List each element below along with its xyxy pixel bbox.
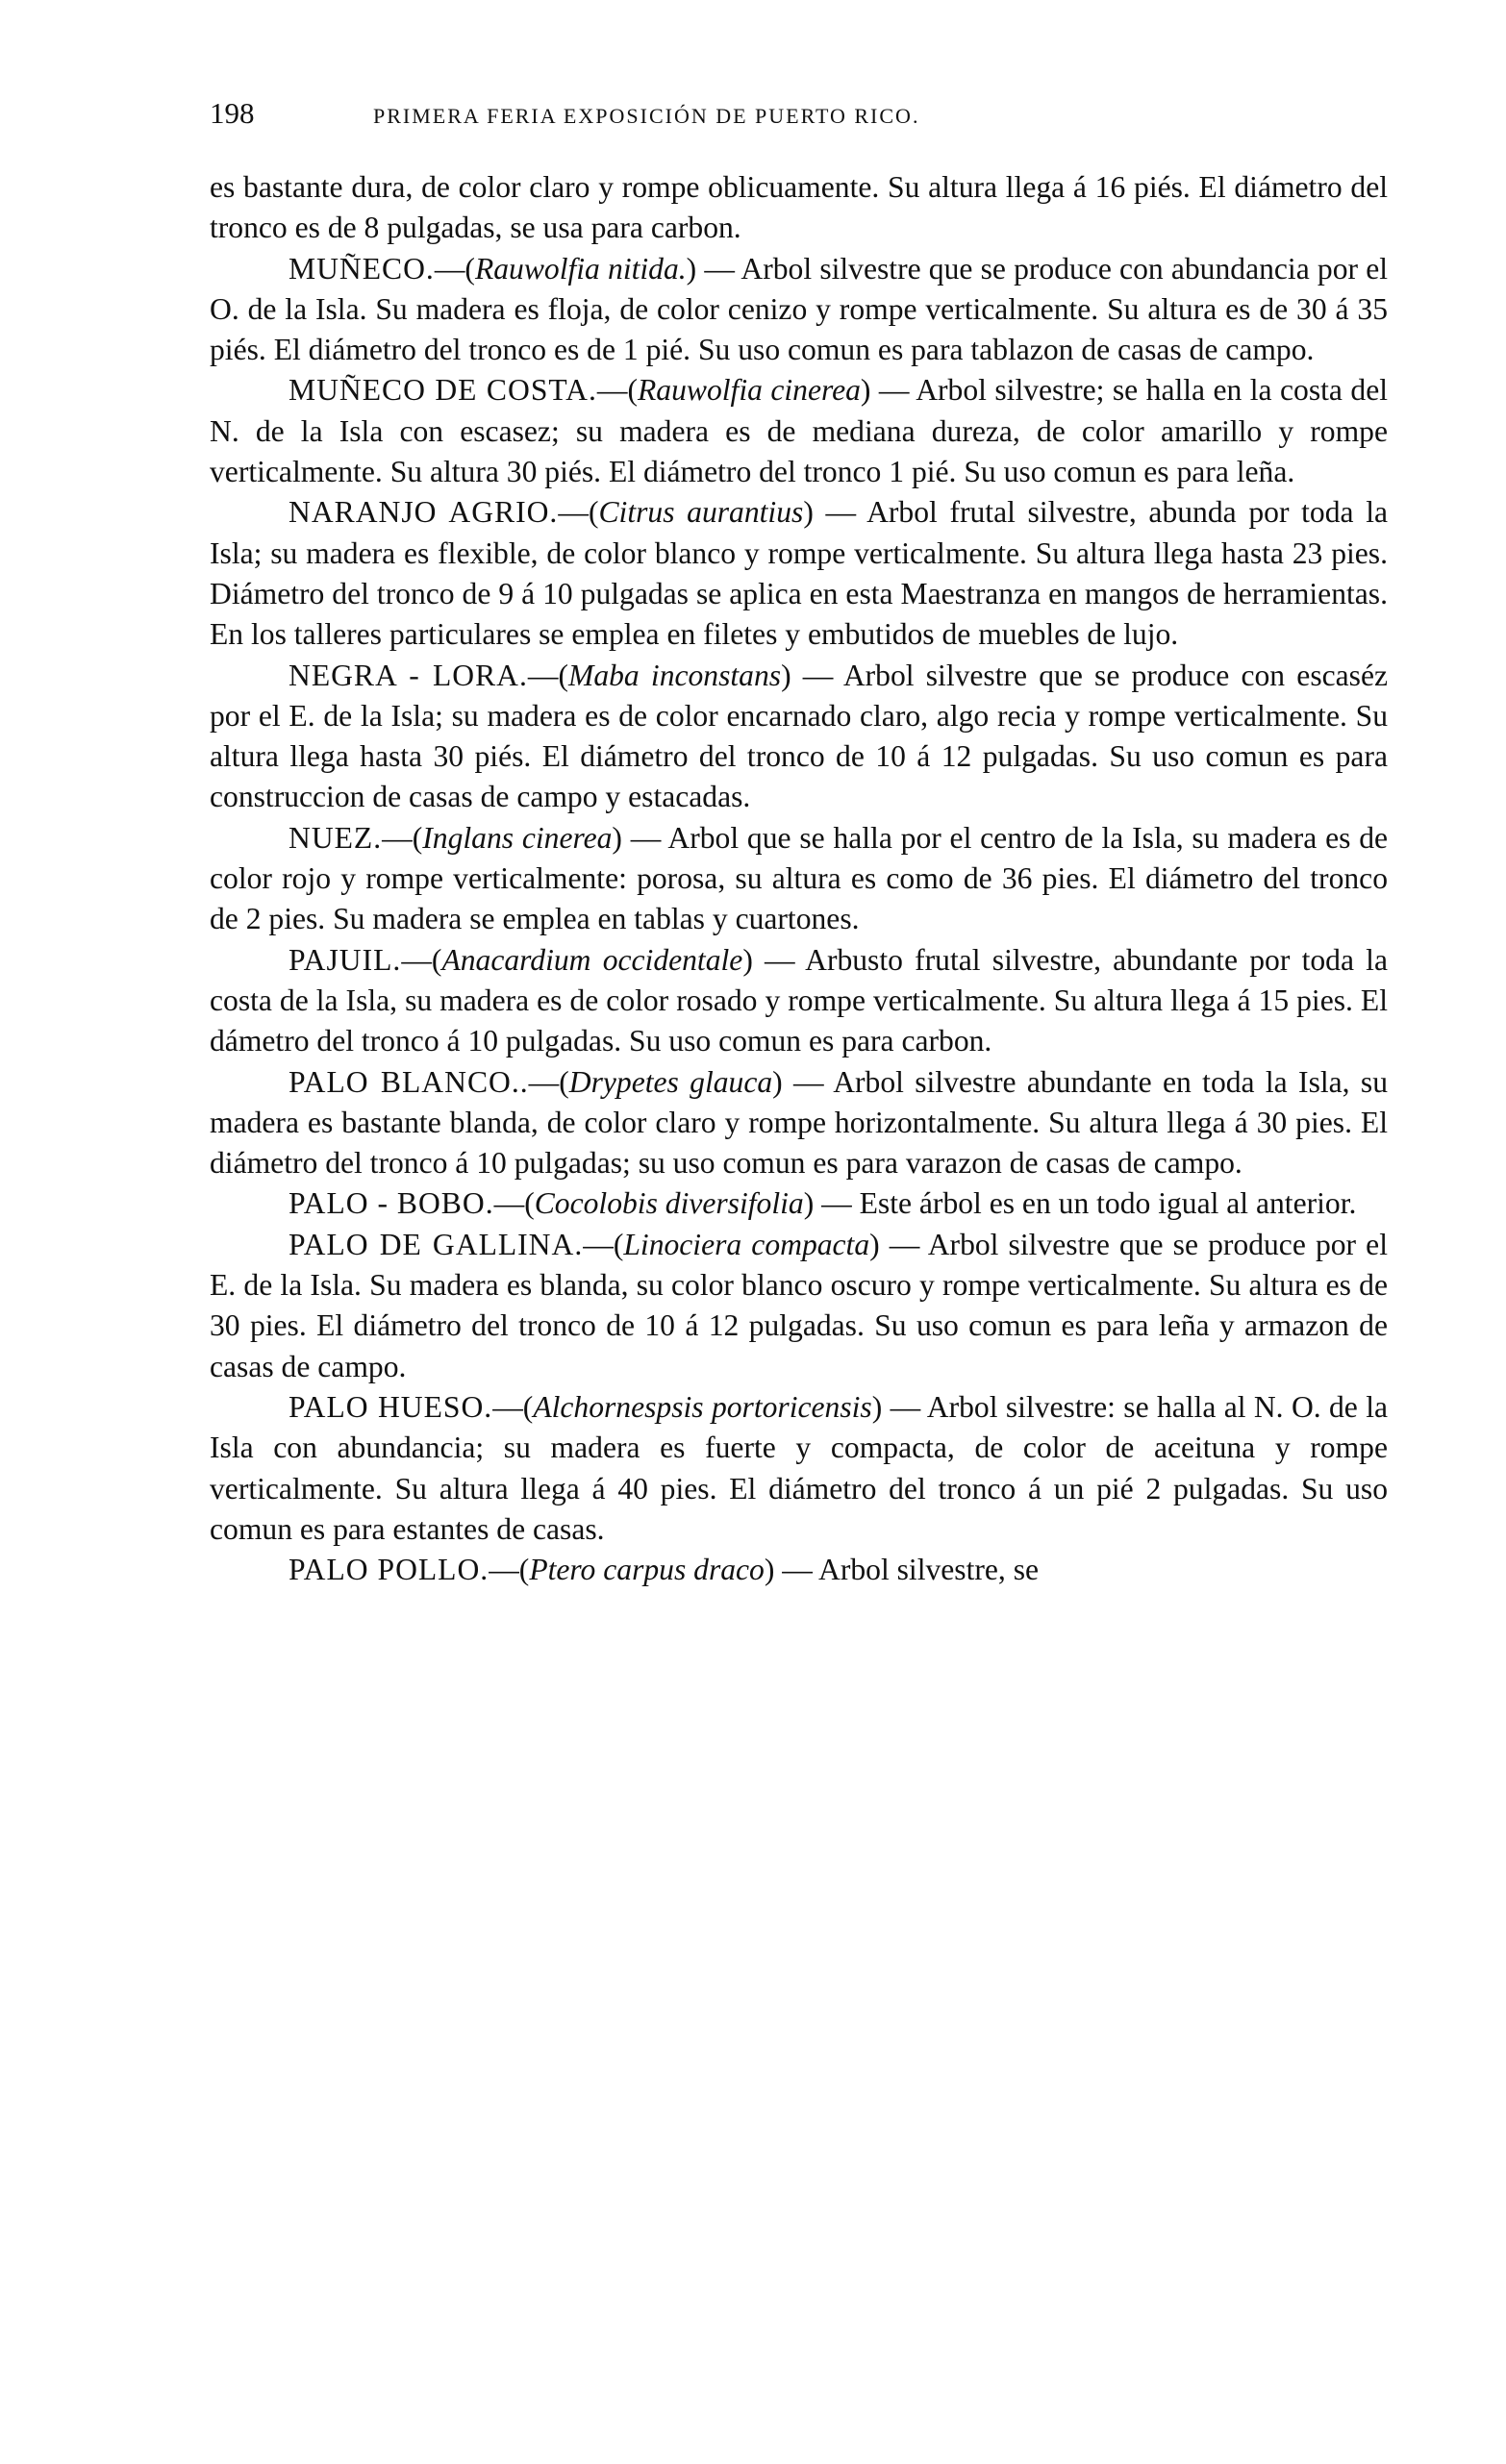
entry-title: PALO BLANCO.. bbox=[289, 1064, 529, 1099]
entry-title: MUÑECO DE COSTA. bbox=[289, 373, 597, 408]
entry-paragraph: MUÑECO DE COSTA.—(Rauwolfia cinerea) — Arbol silvestre; se halla en la costa del N. de la Isla con escasez; su madera es de mediana dureza, de color amarillo y rompe verticalmente. Su altura 30 piés. El diámetro del tronco 1 pié. Su uso comun es para leña. bbox=[210, 373, 1388, 489]
scientific-name: Drypetes glauca bbox=[568, 1064, 773, 1099]
entry-paragraph: PALO - BOBO.—(Cocolobis diversifolia) — Este árbol es en un todo igual al anterior. bbox=[289, 1186, 1357, 1221]
scientific-name: Anacardium occidentale bbox=[441, 942, 743, 977]
running-title: PRIMERA FERIA EXPOSICIÓN DE PUERTO RICO. bbox=[373, 104, 920, 128]
entry-text: Arbol silvestre; se halla en la costa del N. de la Isla con escasez; su madera es de mediana dureza, de color amarillo y rompe verticalmente. Su altura 30 piés. El diámetro del tronco 1 pié. Su uso comun es para leña. bbox=[210, 373, 1388, 489]
entry-title: PALO POLLO. bbox=[289, 1553, 489, 1587]
entry-text: Arbol frutal silvestre, abunda por toda la Isla; su madera es flexible, de color blanco y rompe verticalmente. Su altura llega hasta 23 pies. Diámetro del tronco de 9 á 10 pulgadas se aplica en esta Maestranza en mangos de herramientas. En los talleres particulares se emplea en filetes y embutidos de muebles de lujo. bbox=[210, 495, 1389, 652]
scientific-name: Rauwolfia nitida. bbox=[474, 251, 687, 286]
scientific-name: Linociera compacta bbox=[623, 1227, 870, 1261]
running-header bbox=[210, 96, 1388, 154]
entry-text: Arbol silvestre que se produce por el E. de la Isla. Su madera es blanda, su color blanco oscuro y rompe verticalmente. Su altura es de 30 pies. El diámetro del tronco de 10 á 12 pulgadas. Su uso comun es para leña y armazon de casas de campo. bbox=[210, 1227, 1388, 1383]
scientific-name: Citrus aurantius bbox=[598, 495, 804, 530]
entry-paragraph: MUÑECO.—(Rauwolfia nitida.) — Arbol silvestre que se produce con abundancia por el O. de la Isla. Su madera es floja, de color cenizo y rompe verticalmente. Su altura es de 30 á 35 piés. El diámetro del tronco es de 1 pié. Su uso comun es para tablazon de casas de campo. bbox=[210, 251, 1389, 367]
entry-title: NEGRA - LORA. bbox=[289, 658, 528, 692]
page-number: 198 bbox=[210, 96, 255, 130]
entry-text: Arbol silvestre que se produce con abundancia por el O. de la Isla. Su madera es floja, de color cenizo y rompe verticalmente. Su altura es de 30 á 35 piés. El diámetro del tronco es de 1 pié. Su uso comun es para tablazon de casas de campo. bbox=[210, 251, 1389, 367]
entry-paragraph: NUEZ.—(Inglans cinerea) — Arbol que se halla por el centro de la Isla, su madera es de color rojo y rompe verticalmente: porosa, su altura es como de 36 pies. El diámetro del tronco de 2 pies. Su madera se emplea en tablas y cuartones. bbox=[210, 820, 1389, 936]
entry-title: PALO - BOBO. bbox=[289, 1186, 494, 1221]
entry-text: Arbol silvestre que se produce con escaséz por el E. de la Isla; su madera es de color encarnado claro, algo recia y rompe verticalmente. Su altura llega hasta 30 piés. El diámetro del tronco de 10 á 12 pulgadas. Su uso comun es para construccion de casas de campo y estacadas. bbox=[210, 658, 1389, 814]
entry-paragraph: PALO POLLO.—(Ptero carpus draco) — Arbol silvestre, se bbox=[289, 1553, 1040, 1587]
entry-title: PALO HUESO. bbox=[289, 1389, 493, 1424]
continuation-paragraph: es bastante dura, de color claro y rompe oblicuamente. Su altura llega á 16 piés. El diámetro del tronco es de 8 pulgadas, se usa para carbon. bbox=[210, 170, 1388, 245]
entry-text: Arbol silvestre abundante en toda la Isla, su madera es bastante blanda, de color claro y rompe horizontalmente. Su altura llega á 30 pies. El diámetro del tronco á 10 pulgadas; su uso comun es para varazon de casas de campo. bbox=[210, 1064, 1388, 1181]
entry-title: NUEZ. bbox=[289, 820, 383, 855]
entry-text: Arbusto frutal silvestre, abundante por toda la costa de la Isla, su madera es de color rosado y rompe verticalmente. Su altura llega á 15 pies. El dámetro del tronco á 10 pulgadas. Su uso comun es para carbon. bbox=[210, 942, 1388, 1058]
entry-title: PAJUIL. bbox=[289, 942, 402, 977]
entry-text: Arbol que se halla por el centro de la Isla, su madera es de color rojo y rompe verticalmente: porosa, su altura es como de 36 pies. El diámetro del tronco de 2 pies. Su madera se emplea en tablas y cuartones. bbox=[210, 820, 1389, 936]
body-text bbox=[210, 167, 1388, 1590]
entry-paragraph: PAJUIL.—(Anacardium occidentale) — Arbusto frutal silvestre, abundante por toda la costa de la Isla, su madera es de color rosado y rompe verticalmente. Su altura llega á 15 pies. El dámetro del tronco á 10 pulgadas. Su uso comun es para carbon. bbox=[210, 942, 1388, 1058]
entry-paragraph: PALO DE GALLINA.—(Linociera compacta) — Arbol silvestre que se produce por el E. de la Isla. Su madera es blanda, su color blanco oscuro y rompe verticalmente. Su altura es de 30 pies. El diámetro del tronco de 10 á 12 pulgadas. Su uso comun es para leña y armazon de casas de campo. bbox=[210, 1227, 1388, 1383]
entry-title: PALO DE GALLINA. bbox=[289, 1227, 584, 1261]
scientific-name: Alchornespsis portoricensis bbox=[533, 1389, 872, 1424]
scientific-name: Maba inconstans bbox=[568, 658, 782, 692]
entry-paragraph: PALO HUESO.—(Alchornespsis portoricensis) — Arbol silvestre: se halla al N. O. de la Isla con abundancia; su madera es fuerte y compacta, de color de aceituna y rompe verticalmente. Su altura llega á 40 pies. El diámetro del tronco á un pié 2 pulgadas. Su uso comun es para estantes de casas. bbox=[210, 1389, 1388, 1546]
entry-text: Arbol silvestre: se halla al N. O. de la Isla con abundancia; su madera es fuerte y compacta, de color de aceituna y rompe verticalmente. Su altura llega á 40 pies. El diámetro del tronco á un pié 2 pulgadas. Su uso comun es para estantes de casas. bbox=[210, 1389, 1388, 1546]
entry-title: NARANJO AGRIO. bbox=[289, 495, 559, 530]
book-page bbox=[210, 96, 1388, 1590]
entry-paragraph: NARANJO AGRIO.—(Citrus aurantius) — Arbol frutal silvestre, abunda por toda la Isla; su madera es flexible, de color blanco y rompe verticalmente. Su altura llega hasta 23 pies. Diámetro del tronco de 9 á 10 pulgadas se aplica en esta Maestranza en mangos de herramientas. En los talleres particulares se emplea en filetes y embutidos de muebles de lujo. bbox=[210, 495, 1389, 652]
entry-text: Este árbol es en un todo igual al anterior. bbox=[859, 1186, 1357, 1221]
scientific-name: Ptero carpus draco bbox=[529, 1553, 765, 1587]
entry-paragraph: PALO BLANCO..—(Drypetes glauca) — Arbol silvestre abundante en toda la Isla, su madera es bastante blanda, de color claro y rompe horizontalmente. Su altura llega á 30 pies. El diámetro del tronco á 10 pulgadas; su uso comun es para varazon de casas de campo. bbox=[210, 1064, 1388, 1181]
entry-text: Arbol silvestre, se bbox=[818, 1553, 1040, 1587]
scientific-name: Rauwolfia cinerea bbox=[638, 373, 861, 408]
entry-title: MUÑECO. bbox=[289, 251, 435, 286]
entry-paragraph: NEGRA - LORA.—(Maba inconstans) — Arbol silvestre que se produce con escaséz por el E. de la Isla; su madera es de color encarnado claro, algo recia y rompe verticalmente. Su altura llega hasta 30 piés. El diámetro del tronco de 10 á 12 pulgadas. Su uso comun es para construccion de casas de campo y estacadas. bbox=[210, 658, 1389, 814]
scientific-name: Inglans cinerea bbox=[422, 820, 613, 855]
scientific-name: Cocolobis diversifolia bbox=[534, 1186, 804, 1221]
